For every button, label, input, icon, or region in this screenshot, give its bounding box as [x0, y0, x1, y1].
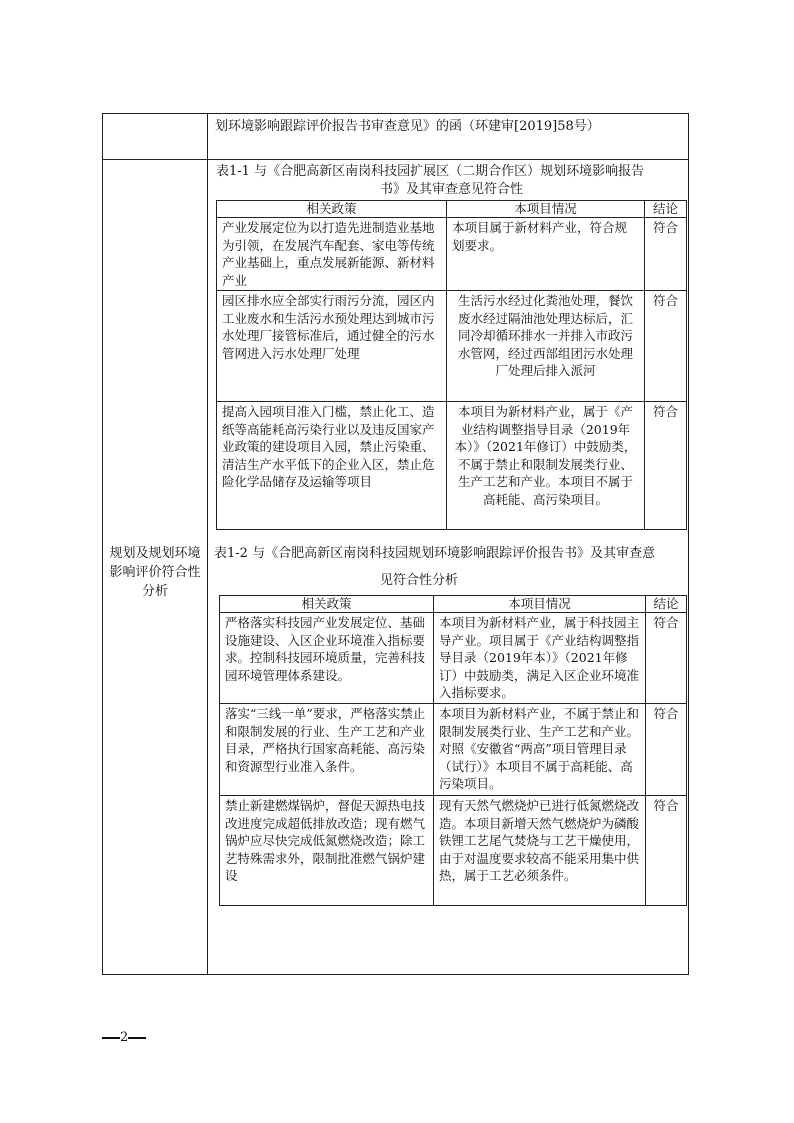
table2-header-row — [220, 596, 687, 613]
table-row — [220, 704, 687, 796]
top-row — [103, 114, 688, 160]
table2 — [219, 595, 687, 906]
conclusion-cell: 符合 — [646, 613, 687, 704]
table2-header-conclusion: 结论 — [646, 596, 687, 613]
table1-header-row — [217, 201, 687, 218]
footer-dash-left — [102, 1037, 120, 1039]
policy-cell: 提高入园项目准入门槛，禁止化工、造纸等高能耗高污染行业以及违反国家产业政策的建设项目入园，禁止污染重、清洁生产水平低下的企业入区，禁止危险化学品储存及运输等项目 — [217, 402, 447, 530]
top-row-text: 划环境影响跟踪评价报告书审查意见》的函（环建审[2019]58号） — [215, 119, 600, 134]
table1-caption-line2: 书》及其审查意见符合性 — [380, 182, 524, 197]
situation-cell: 生活污水经过化粪池处理，餐饮废水经过隔油池处理达标后，汇同冷却循环排水一并排入市政污水管网，经过西部组团污水处理厂处理后排入派河 — [447, 291, 645, 402]
conclusion-cell: 符合 — [645, 218, 687, 291]
table1-header-conclusion: 结论 — [645, 201, 687, 218]
table2-caption-line1: 表1-2 与《合肥高新区南岗科技园规划环境影响跟踪评价报告书》及其审查意 — [214, 546, 656, 561]
table-row — [217, 402, 687, 530]
policy-cell: 落实“三线一单”要求，严格落实禁止和限制发展的行业、生产工艺和产业目录，严格执行国家高耗能、高污染和资源型行业准入条件。 — [220, 704, 434, 796]
policy-cell: 禁止新建燃煤锅炉，督促天源热电技改进度完成超低排放改造；现有燃气锅炉应尽快完成低氮燃烧改造；除工艺特殊需求外，限制批准燃气锅炉建设 — [220, 796, 434, 906]
conclusion-cell: 符合 — [645, 402, 687, 530]
table-row — [217, 291, 687, 402]
situation-cell: 本项目为新材料产业，属于《产业结构调整指导目录（2019年本）》（2021年修订）中鼓励类，不属于禁止和限制发展类行业、生产工艺和产业。本项目不属于高耗能、高污染项目。 — [447, 402, 645, 530]
policy-cell: 严格落实科技园产业发展定位、基础设施建设、入区企业环境准入指标要求。控制科技园环境质量，完善科技园环境管理体系建设。 — [220, 613, 434, 704]
table1 — [216, 200, 687, 530]
situation-cell: 本项目为新材料产业，不属于禁止和限制发展类行业、生产工艺和产业。对照《安徽省“两高”项目管理目录（试行）》本项目不属于高耗能、高污染项目。 — [434, 704, 646, 796]
table2-caption-line2: 见符合性分析 — [380, 573, 459, 588]
page-number: 2 — [120, 1030, 129, 1045]
policy-cell: 园区排水应全部实行雨污分流，园区内工业废水和生活污水预处理达到城市污水处理厂接管标准后，通过健全的污水管网进入污水处理厂处理 — [217, 291, 447, 402]
table2-header-situation: 本项目情况 — [434, 596, 646, 613]
situation-cell: 现有天然气燃烧炉已进行低氮燃烧改造。本项目新增天然气燃烧炉为磷酸铁锂工艺尾气焚烧与工艺干燥使用，由于对温度要求较高不能采用集中供热，属于工艺必须条件。 — [434, 796, 646, 906]
footer-dash-right — [128, 1037, 146, 1039]
page-footer — [102, 1030, 146, 1045]
conclusion-cell: 符合 — [645, 291, 687, 402]
table2-header-policy: 相关政策 — [220, 596, 434, 613]
table1-header-policy: 相关政策 — [217, 201, 447, 218]
situation-cell: 本项目为新材料产业，属于科技园主导产业。项目属于《产业结构调整指导目录（2019年本）》（2021年修订）中鼓励类，满足入区企业环境准入指标要求。 — [434, 613, 646, 704]
table-row — [217, 218, 687, 291]
conclusion-cell: 符合 — [646, 704, 687, 796]
policy-cell: 产业发展定位为以打造先进制造业基地为引领，在发展汽车配套、家电等传统产业基础上，重点发展新能源、新材料产业 — [217, 218, 447, 291]
situation-cell: 本项目属于新材料产业，符合规划要求。 — [447, 218, 645, 291]
column-divider — [207, 114, 208, 974]
table1-caption-line1: 表1-1 与《合肥高新区南岗科技园扩展区（二期合作区）规划环境影响报告 — [216, 164, 645, 179]
table-row — [220, 796, 687, 906]
table-row — [220, 613, 687, 704]
table1-header-situation: 本项目情况 — [447, 201, 645, 218]
left-label: 规划及规划环境影响评价符合性分析 — [109, 546, 201, 599]
conclusion-cell: 符合 — [646, 796, 687, 906]
